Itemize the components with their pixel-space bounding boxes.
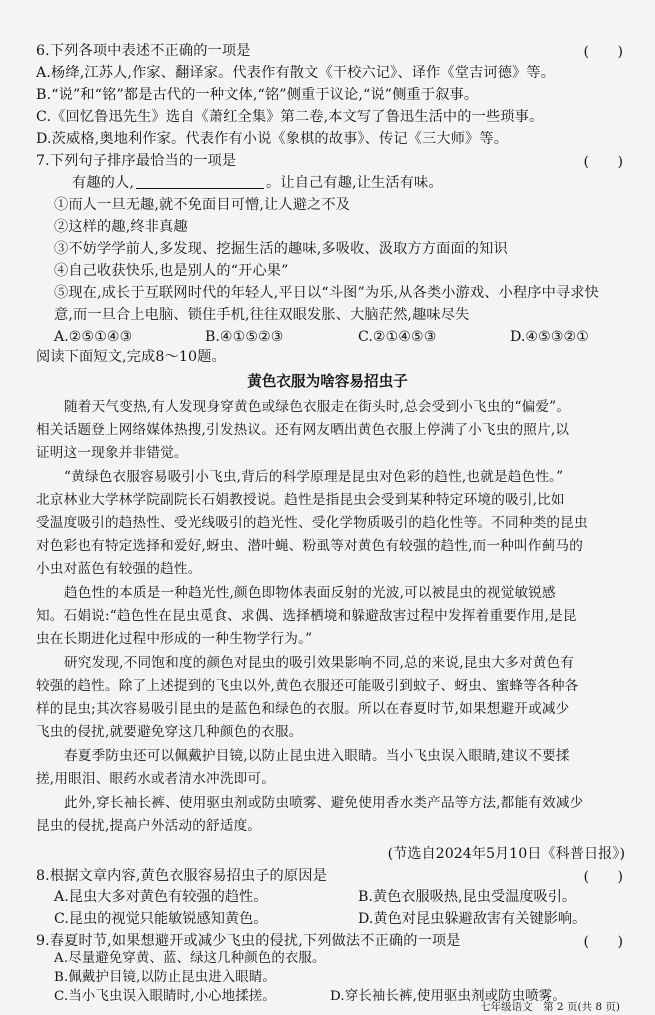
q9-option-b: B.佩戴护目镜,以防止昆虫进入眼睛。 xyxy=(54,970,276,985)
q6-option-a: A.杨绛,江苏人,作家、翻译家。代表作有散文《干校六记》、译作《堂吉诃德》等。 xyxy=(36,65,556,81)
article-p2-line3: 受温度吸引的趋热性、受光线吸引的趋光性、受化学物质吸引的趋化性等。不同种类的昆虫 xyxy=(36,515,588,531)
article-p4-line4: 飞虫的侵扰,就要避免穿这几种颜色的衣服。 xyxy=(36,724,303,740)
article-title: 黄色衣服为啥容易招虫子 xyxy=(247,373,408,390)
q7-choice-b: B.④①⑤②③ xyxy=(205,329,284,345)
q6-answer-paren: ( ) xyxy=(583,44,623,60)
q9-stem: 9.春夏时节,如果想避开或减少飞虫的侵扰,下列做法不正确的一项是 xyxy=(36,933,461,949)
article-p2-line1: “黄绿色衣服容易吸引小飞虫,背后的科学原理是昆虫对色彩的趋性,也就是趋色性。” xyxy=(64,469,564,485)
q7-sentence xyxy=(72,173,443,193)
q8-stem: 8.根据文章内容,黄色衣服容易招虫子的原因是 xyxy=(36,868,327,884)
article-p4-line2: 较强的趋性。除了上述提到的飞虫以外,黄色衣服还可能吸引到蚊子、蚜虫、蜜蜂等各种各 xyxy=(36,678,579,694)
q7-choice-d: D.④⑤③②① xyxy=(510,329,589,345)
article-p2-line5: 小虫对蓝色有较强的趋性。 xyxy=(36,561,202,577)
article-p4-line3: 样的昆虫;其次容易吸引昆虫的是蓝色和绿色的衣服。所以在春夏时节,如果想避开或减少 xyxy=(36,701,570,717)
q8-option-a: A.昆虫大多对黄色有较强的趋性。 xyxy=(54,889,268,905)
q9-option-d: D.穿长袖长裤,使用驱虫剂或防虫喷雾。 xyxy=(330,989,566,1004)
article-p3-line2: 知。石娟说:“趋色性在昆虫觅食、求偶、选择栖境和躲避敌害过程中发挥着重要作用,是昆 xyxy=(36,608,577,624)
q7-stem: 7.下列句子排序最恰当的一项是 xyxy=(36,153,237,169)
q6-stem: 6.下列各项中表述不正确的一项是 xyxy=(36,43,251,59)
q8-answer-paren: ( ) xyxy=(583,869,623,885)
q7-item-1: ①而人一旦无趣,就不免面目可憎,让人避之不及 xyxy=(54,197,351,213)
page-footer: 七年级语文 第 2 页(共 8 页) xyxy=(480,1001,620,1013)
article-p1-line1: 随着天气变热,有人发现身穿黄色或绿色衣服走在街头时,总会受到小飞虫的“偏爱”。 xyxy=(64,399,571,415)
q8-option-c: C.昆虫的视觉只能敏锐感知黄色。 xyxy=(54,911,268,927)
article-p1-line3: 证明这一现象并非错觉。 xyxy=(36,445,188,461)
article-p3-line1: 趋色性的本质是一种趋光性,颜色即物体表面反射的光波,可以被昆虫的视觉敏锐感 xyxy=(64,585,556,601)
q7-sentence-after: 。让自己有趣,让生活有味。 xyxy=(266,175,443,191)
article-p6-line1: 此外,穿长袖长裤、使用驱虫剂或防虫喷雾、避免使用香水类产品等方法,都能有效减少 xyxy=(64,795,584,811)
q7-item-2: ②这样的趣,终非真趣 xyxy=(54,219,188,235)
q7-choice-c: C.②①④⑤③ xyxy=(358,329,437,345)
q9-option-c: C.当小飞虫误入眼睛时,小心地揉搓。 xyxy=(54,989,276,1004)
article-p2-line2: 北京林业大学林学院副院长石娟教授说。趋性是指昆虫会受到某种特定环境的吸引,比如 xyxy=(36,492,565,508)
q9-answer-paren: ( ) xyxy=(583,934,623,950)
q7-sentence-before: 有趣的人, xyxy=(72,175,135,191)
article-p3-line3: 虫在长期进化过程中形成的一种生物学行为。” xyxy=(36,631,313,647)
article-p1-line2: 相关话题登上网络媒体热搜,引发热议。还有网友晒出黄色衣服上停满了小飞虫的照片,以 xyxy=(36,422,570,438)
q7-item-3: ③不妨学学前人,多发现、挖掘生活的趣味,多吸收、汲取方方面面的知识 xyxy=(54,241,508,257)
q7-item-5: ⑤现在,成长于互联网时代的年轻人,平日以“斗图”为乐,从各类小游戏、小程序中寻求快 xyxy=(54,285,599,301)
q6-option-b: B.“说”和“铭”都是古代的一种文体,“铭”侧重于议论,“说”侧重于叙事。 xyxy=(36,87,479,103)
q7-item-4: ④自己收获快乐,也是别人的“开心果” xyxy=(54,263,289,279)
q7-choice-a: A.②⑤①④③ xyxy=(54,329,133,345)
q6-option-c: C.《回忆鲁迅先生》选自《萧红全集》第二卷,本文写了鲁迅生活中的一些琐事。 xyxy=(36,109,544,125)
q7-answer-paren: ( ) xyxy=(583,154,623,170)
reading-intro: 阅读下面短文,完成8～10题。 xyxy=(36,349,226,365)
article-p2-line4: 对色彩也有特定选择和爱好,蚜虫、潜叶蝇、粉虱等对黄色有较强的趋性,而一种叫作蓟马的 xyxy=(36,538,583,554)
q8-option-d: D.黄色对昆虫躲避敌害有关键影响。 xyxy=(358,911,587,927)
q9-option-a: A.尽量避免穿黄、蓝、绿这几种颜色的衣服。 xyxy=(54,951,326,966)
article-source: (节选自2024年5月10日《科普日报》) xyxy=(387,846,625,862)
article-p4-line1: 研究发现,不同饱和度的颜色对昆虫的吸引效果影响不同,总的来说,昆虫大多对黄色有 xyxy=(64,655,575,671)
q7-item-5-cont: 意,而一旦合上电脑、锁住手机,往往双眼发胀、大脑茫然,趣味尽失 xyxy=(54,307,470,323)
article-p6-line2: 昆虫的侵扰,提高户外活动的舒适度。 xyxy=(36,818,262,834)
q7-blank xyxy=(136,174,264,189)
article-p5-line2: 搓,用眼泪、眼药水或者清水冲洗即可。 xyxy=(36,771,276,787)
q8-option-b: B.黄色衣服吸热,昆虫受温度吸引。 xyxy=(358,889,577,905)
article-p5-line1: 春夏季防虫还可以佩戴护目镜,以防止昆虫进入眼睛。当小飞虫误入眼睛,建议不要揉 xyxy=(64,748,570,764)
q6-option-d: D.茨威格,奥地利作家。代表作有小说《象棋的故事》、传记《三大师》等。 xyxy=(36,131,509,147)
